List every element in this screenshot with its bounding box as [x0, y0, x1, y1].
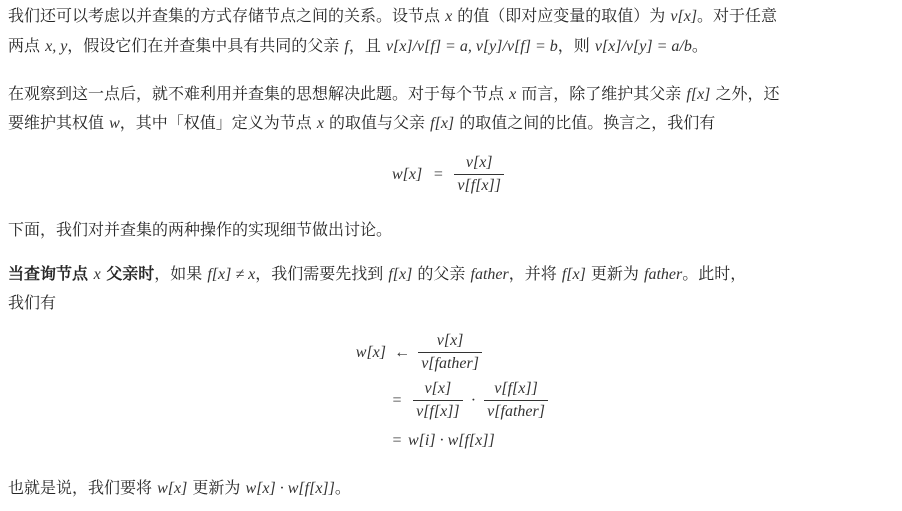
text: ，其中「权值」定义为节点 [119, 113, 317, 132]
bold-text: 当查询节点 [8, 264, 94, 283]
text: ，我们需要先找到 [255, 264, 389, 283]
math-relation: v[x]/v[f] = a, v[y]/v[f] = b [385, 38, 558, 55]
eq-operator: = [392, 432, 402, 449]
fraction [413, 379, 463, 422]
numerator: v[x] [413, 379, 463, 401]
math-wx: w[x] [157, 480, 188, 497]
eq-row-1 [352, 331, 482, 374]
math-fx: f[x] [430, 115, 455, 132]
math-x: x [93, 266, 101, 283]
text: 在观察到这一点后，就不难利用并查集的思想解决此题。对于每个节点 [8, 84, 510, 103]
math-result: v[x]/v[y] = a/b [594, 38, 692, 55]
text: 之外，还 [710, 84, 780, 103]
eq-row-3 [386, 428, 495, 453]
math-f: f [344, 38, 349, 55]
math-fx: f[x] [388, 266, 413, 283]
text: 的值（即对应变量的取值）为 [452, 6, 671, 25]
math-x: x [316, 115, 324, 132]
math-product: w[x] · w[f[x]] [245, 480, 335, 497]
math-fx: f[x] [686, 86, 711, 103]
denominator: v[father] [487, 403, 545, 420]
text: 更新为 [187, 478, 246, 497]
text: 。 [691, 36, 708, 55]
para1-line2 [8, 34, 708, 59]
text: ，且 [348, 36, 386, 55]
text: ，如果 [154, 264, 208, 283]
para5 [8, 476, 351, 501]
text: 我们还可以考虑以并查集的方式存储节点之间的关系。设节点 [8, 6, 446, 25]
math-w: w [109, 115, 120, 132]
math-x: x [509, 86, 517, 103]
math-condition: f[x] ≠ x [207, 266, 256, 283]
eq-lhs: w[x] [392, 166, 423, 183]
math-vx: v[x] [670, 8, 698, 25]
para2-line2 [8, 111, 715, 136]
text: 也就是说，我们要将 [8, 478, 158, 497]
eq-row-2 [386, 379, 548, 422]
numerator: v[x] [418, 331, 482, 353]
eq-rhs: w[i] · w[f[x]] [408, 432, 495, 449]
text: 而言，除了维护其父亲 [516, 84, 687, 103]
math-fx: f[x] [561, 266, 586, 283]
text: 。此时， [682, 264, 747, 283]
para1-line1 [8, 4, 777, 29]
text: 两点 [8, 36, 46, 55]
math-father: father [644, 266, 683, 283]
para3 [8, 218, 392, 242]
fraction [454, 153, 504, 196]
numerator: v[f[x]] [484, 379, 548, 401]
multiply-dot: · [470, 392, 477, 409]
eq-operator: = [392, 392, 402, 409]
denominator: v[f[x]] [416, 403, 460, 420]
text: 的父亲 [412, 264, 471, 283]
text: ，则 [557, 36, 595, 55]
eq-lhs: w[x] [355, 344, 386, 361]
para2-line1 [8, 82, 779, 107]
text: 。 [334, 478, 351, 497]
denominator: v[f[x]] [457, 177, 501, 194]
math-father: father [470, 266, 509, 283]
text: 的取值与父亲 [323, 113, 431, 132]
math-xy: x, y [45, 38, 68, 55]
text: 下面，我们对并查集的两种操作的实现细节做出讨论。 [8, 220, 393, 239]
text: 更新为 [585, 264, 645, 283]
eq-arrow: ← [394, 344, 411, 361]
equation-weight-definition [392, 153, 504, 196]
text: ，假设它们在并查集中具有共同的父亲 [67, 36, 345, 55]
math-x: x [445, 8, 453, 25]
bold-text: 父亲时 [100, 264, 155, 283]
fraction [418, 331, 482, 374]
text: 的取值之间的比值。换言之，我们有 [454, 113, 716, 132]
denominator: v[father] [421, 355, 479, 372]
eq-operator: = [433, 166, 443, 183]
fraction [484, 379, 548, 422]
para4-line2 [8, 291, 56, 315]
text: 。对于任意 [697, 6, 778, 25]
para4-line1 [8, 262, 746, 287]
numerator: v[x] [454, 153, 504, 175]
text: 要维护其权值 [8, 113, 110, 132]
text: 我们有 [8, 293, 57, 312]
text: ，并将 [508, 264, 562, 283]
